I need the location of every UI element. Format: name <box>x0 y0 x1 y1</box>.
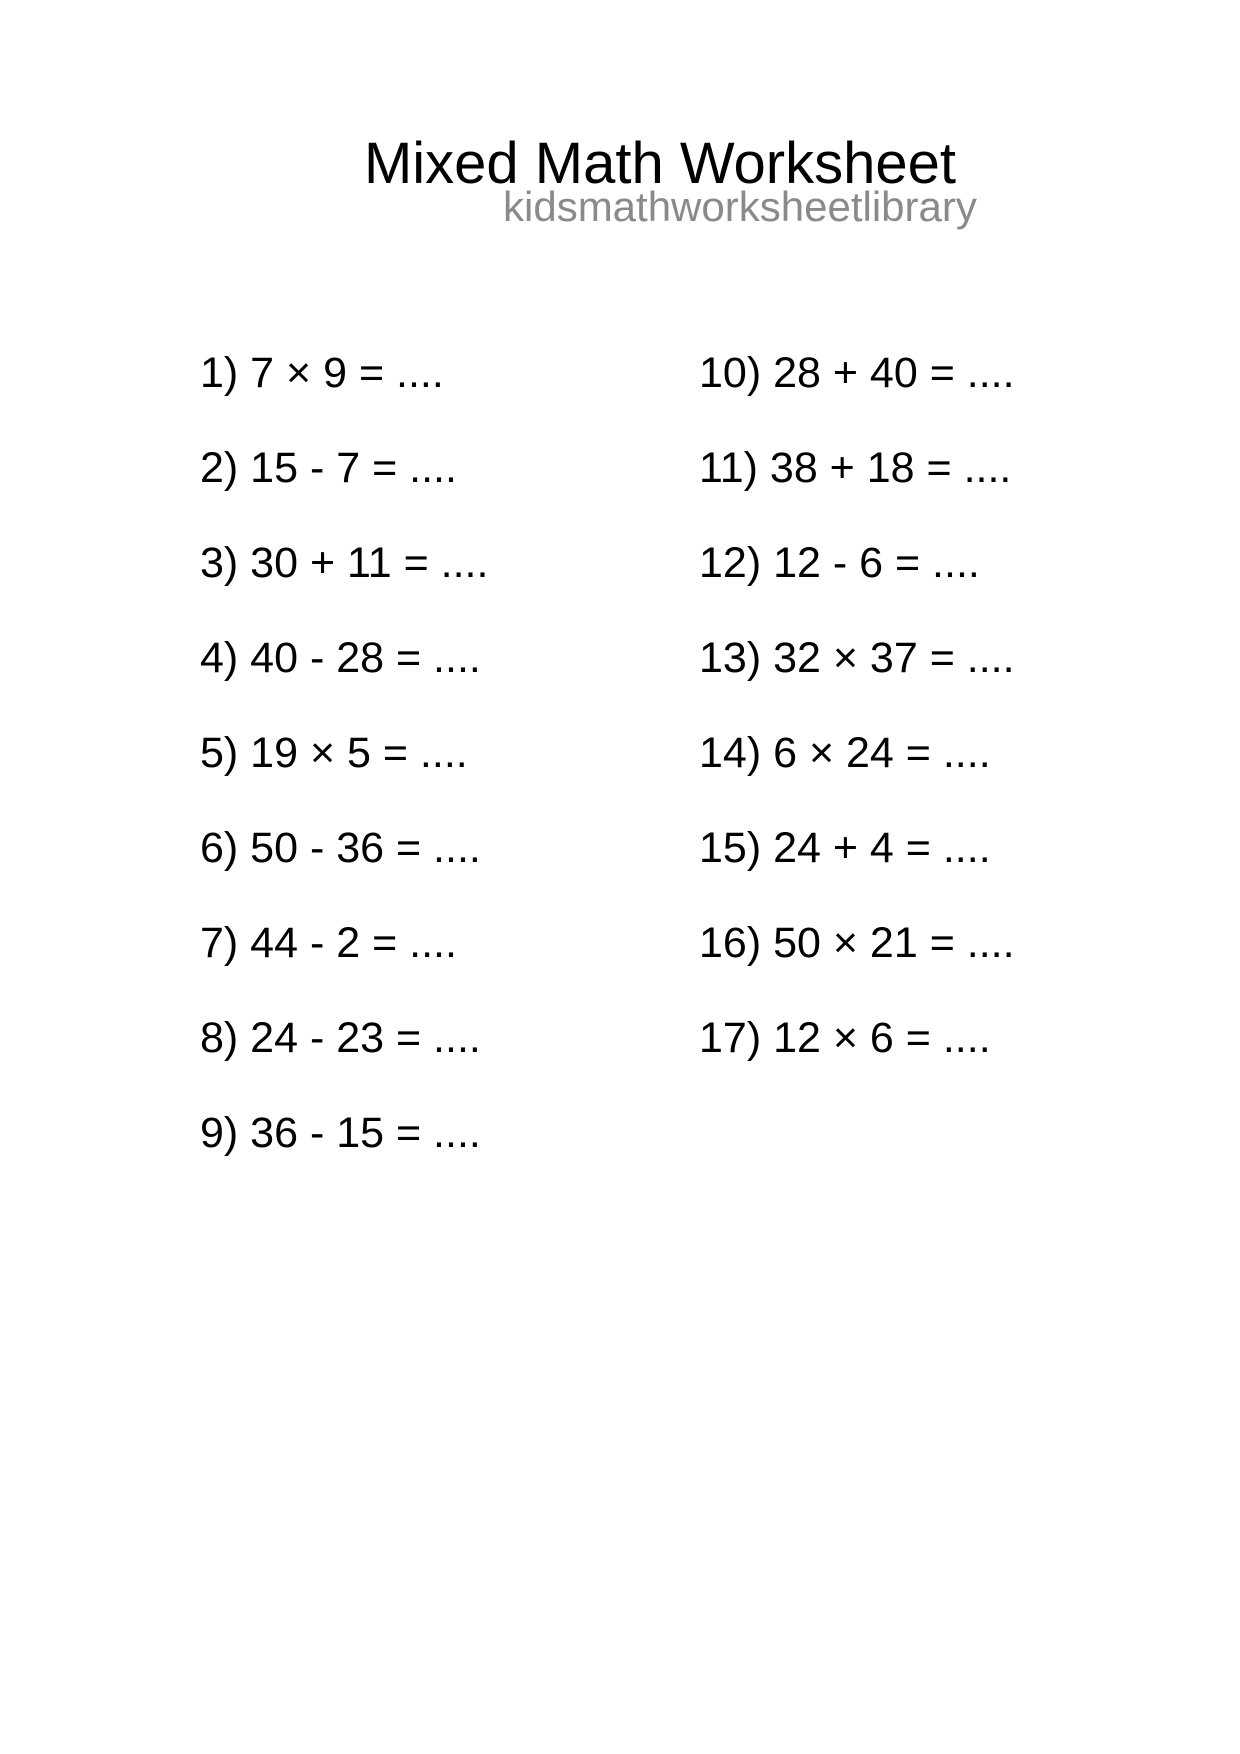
page-title: Mixed Math Worksheet <box>363 130 957 196</box>
problem-list-left <box>200 349 489 1207</box>
problem-item: 8) 24 - 23 = .... <box>200 1014 481 1062</box>
problem-item: 7) 44 - 2 = .... <box>200 919 457 967</box>
problem-item: 9) 36 - 15 = .... <box>200 1109 481 1157</box>
problem-item: 2) 15 - 7 = .... <box>200 444 457 492</box>
problem-item: 12) 12 - 6 = .... <box>699 539 980 587</box>
source-label: kidsmathworksheetlibrary <box>503 183 977 230</box>
problem-item: 11) 38 + 18 = .... <box>699 444 1012 492</box>
problem-list-right <box>699 349 1015 1112</box>
problem-item: 15) 24 + 4 = .... <box>699 824 991 872</box>
problem-item: 17) 12 × 6 = .... <box>699 1014 991 1062</box>
problem-item: 4) 40 - 28 = .... <box>200 634 481 682</box>
problem-item: 5) 19 × 5 = .... <box>200 729 468 777</box>
problem-item: 3) 30 + 11 = .... <box>200 539 489 587</box>
problem-item: 1) 7 × 9 = .... <box>200 349 444 397</box>
problem-item: 6) 50 - 36 = .... <box>200 824 481 872</box>
problem-item: 16) 50 × 21 = .... <box>699 919 1015 967</box>
problem-item: 10) 28 + 40 = .... <box>699 349 1015 397</box>
problem-item: 14) 6 × 24 = .... <box>699 729 991 777</box>
problem-item: 13) 32 × 37 = .... <box>699 634 1015 682</box>
